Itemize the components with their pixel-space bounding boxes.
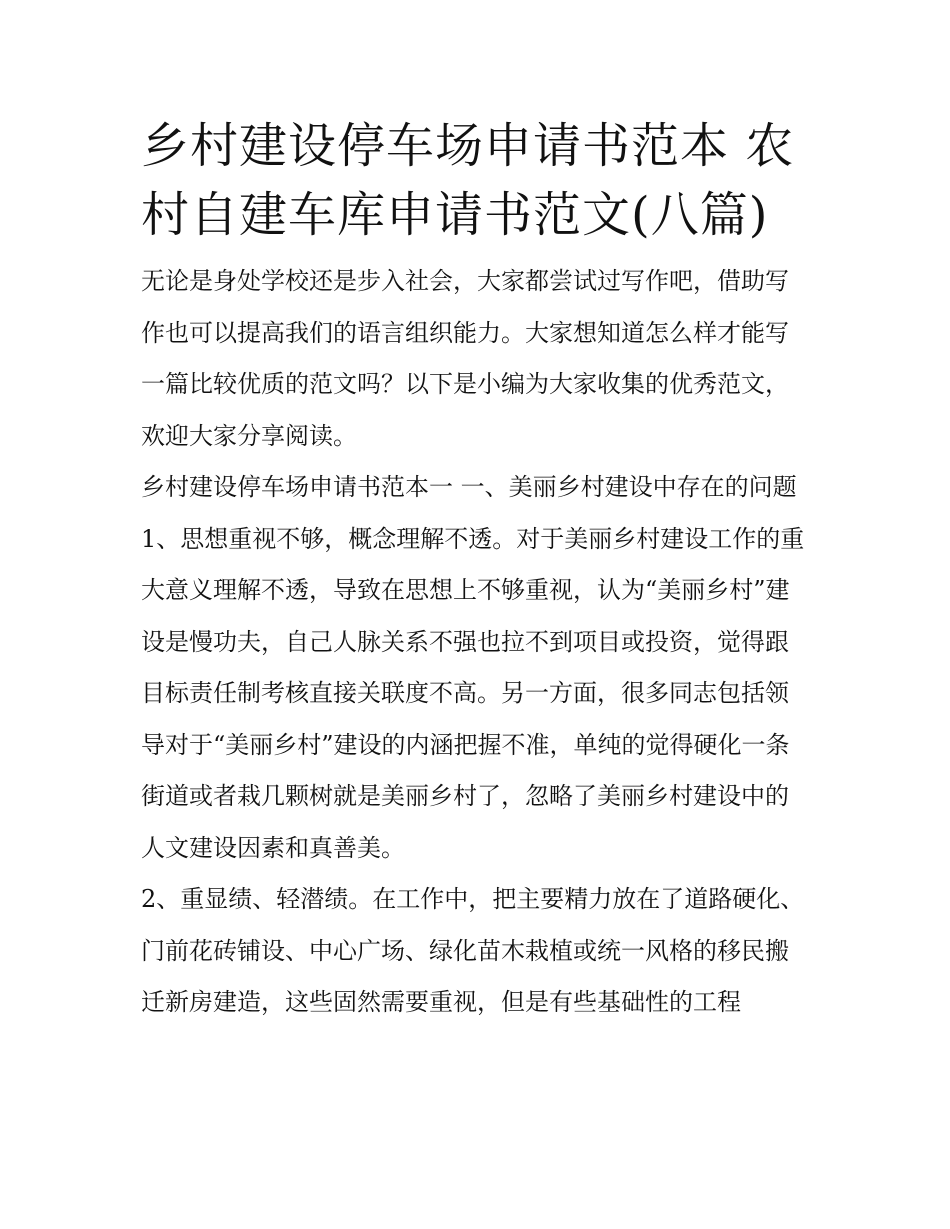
paragraph-point-2: 2、重显绩、轻潜绩。在工作中，把主要精力放在了道路硬化、门前花砖铺设、中心广场、绿化苗木栽植或统一风格的移民搬迁新房建造，这些固然需要重视，但是有些基础性的工程 [141,885,805,1016]
section-heading-1: 乡村建设停车场申请书范本一 一、美丽乡村建设中存在的问题 [141,473,797,501]
document-body [141,112,811,1029]
document-title: 乡村建设停车场申请书范本 农村自建车库申请书范文(八篇) [141,118,795,243]
paragraph-point-1: 1、思想重视不够，概念理解不透。对于美丽乡村建设工作的重大意义理解不透，导致在思想上不够重视，认为“美丽乡村”建设是慢功夫，自己人脉关系不强也拉不到项目或投资，觉得跟目标责任制考核直接关联度不高。另一方面，很多同志包括领导对于“美丽乡村”建设的内涵把握不准，单纯的觉得硬化一条街道或者栽几颗树就是美丽乡村了，忽略了美丽乡村建设中的人文建设因素和真善美。 [141,524,805,862]
intro-paragraph: 无论是身处学校还是步入社会，大家都尝试过写作吧，借助写作也可以提高我们的语言组织能力。大家想知道怎么样才能写一篇比较优质的范文吗？以下是小编为大家收集的优秀范文，欢迎大家分享阅读。 [141,267,789,450]
